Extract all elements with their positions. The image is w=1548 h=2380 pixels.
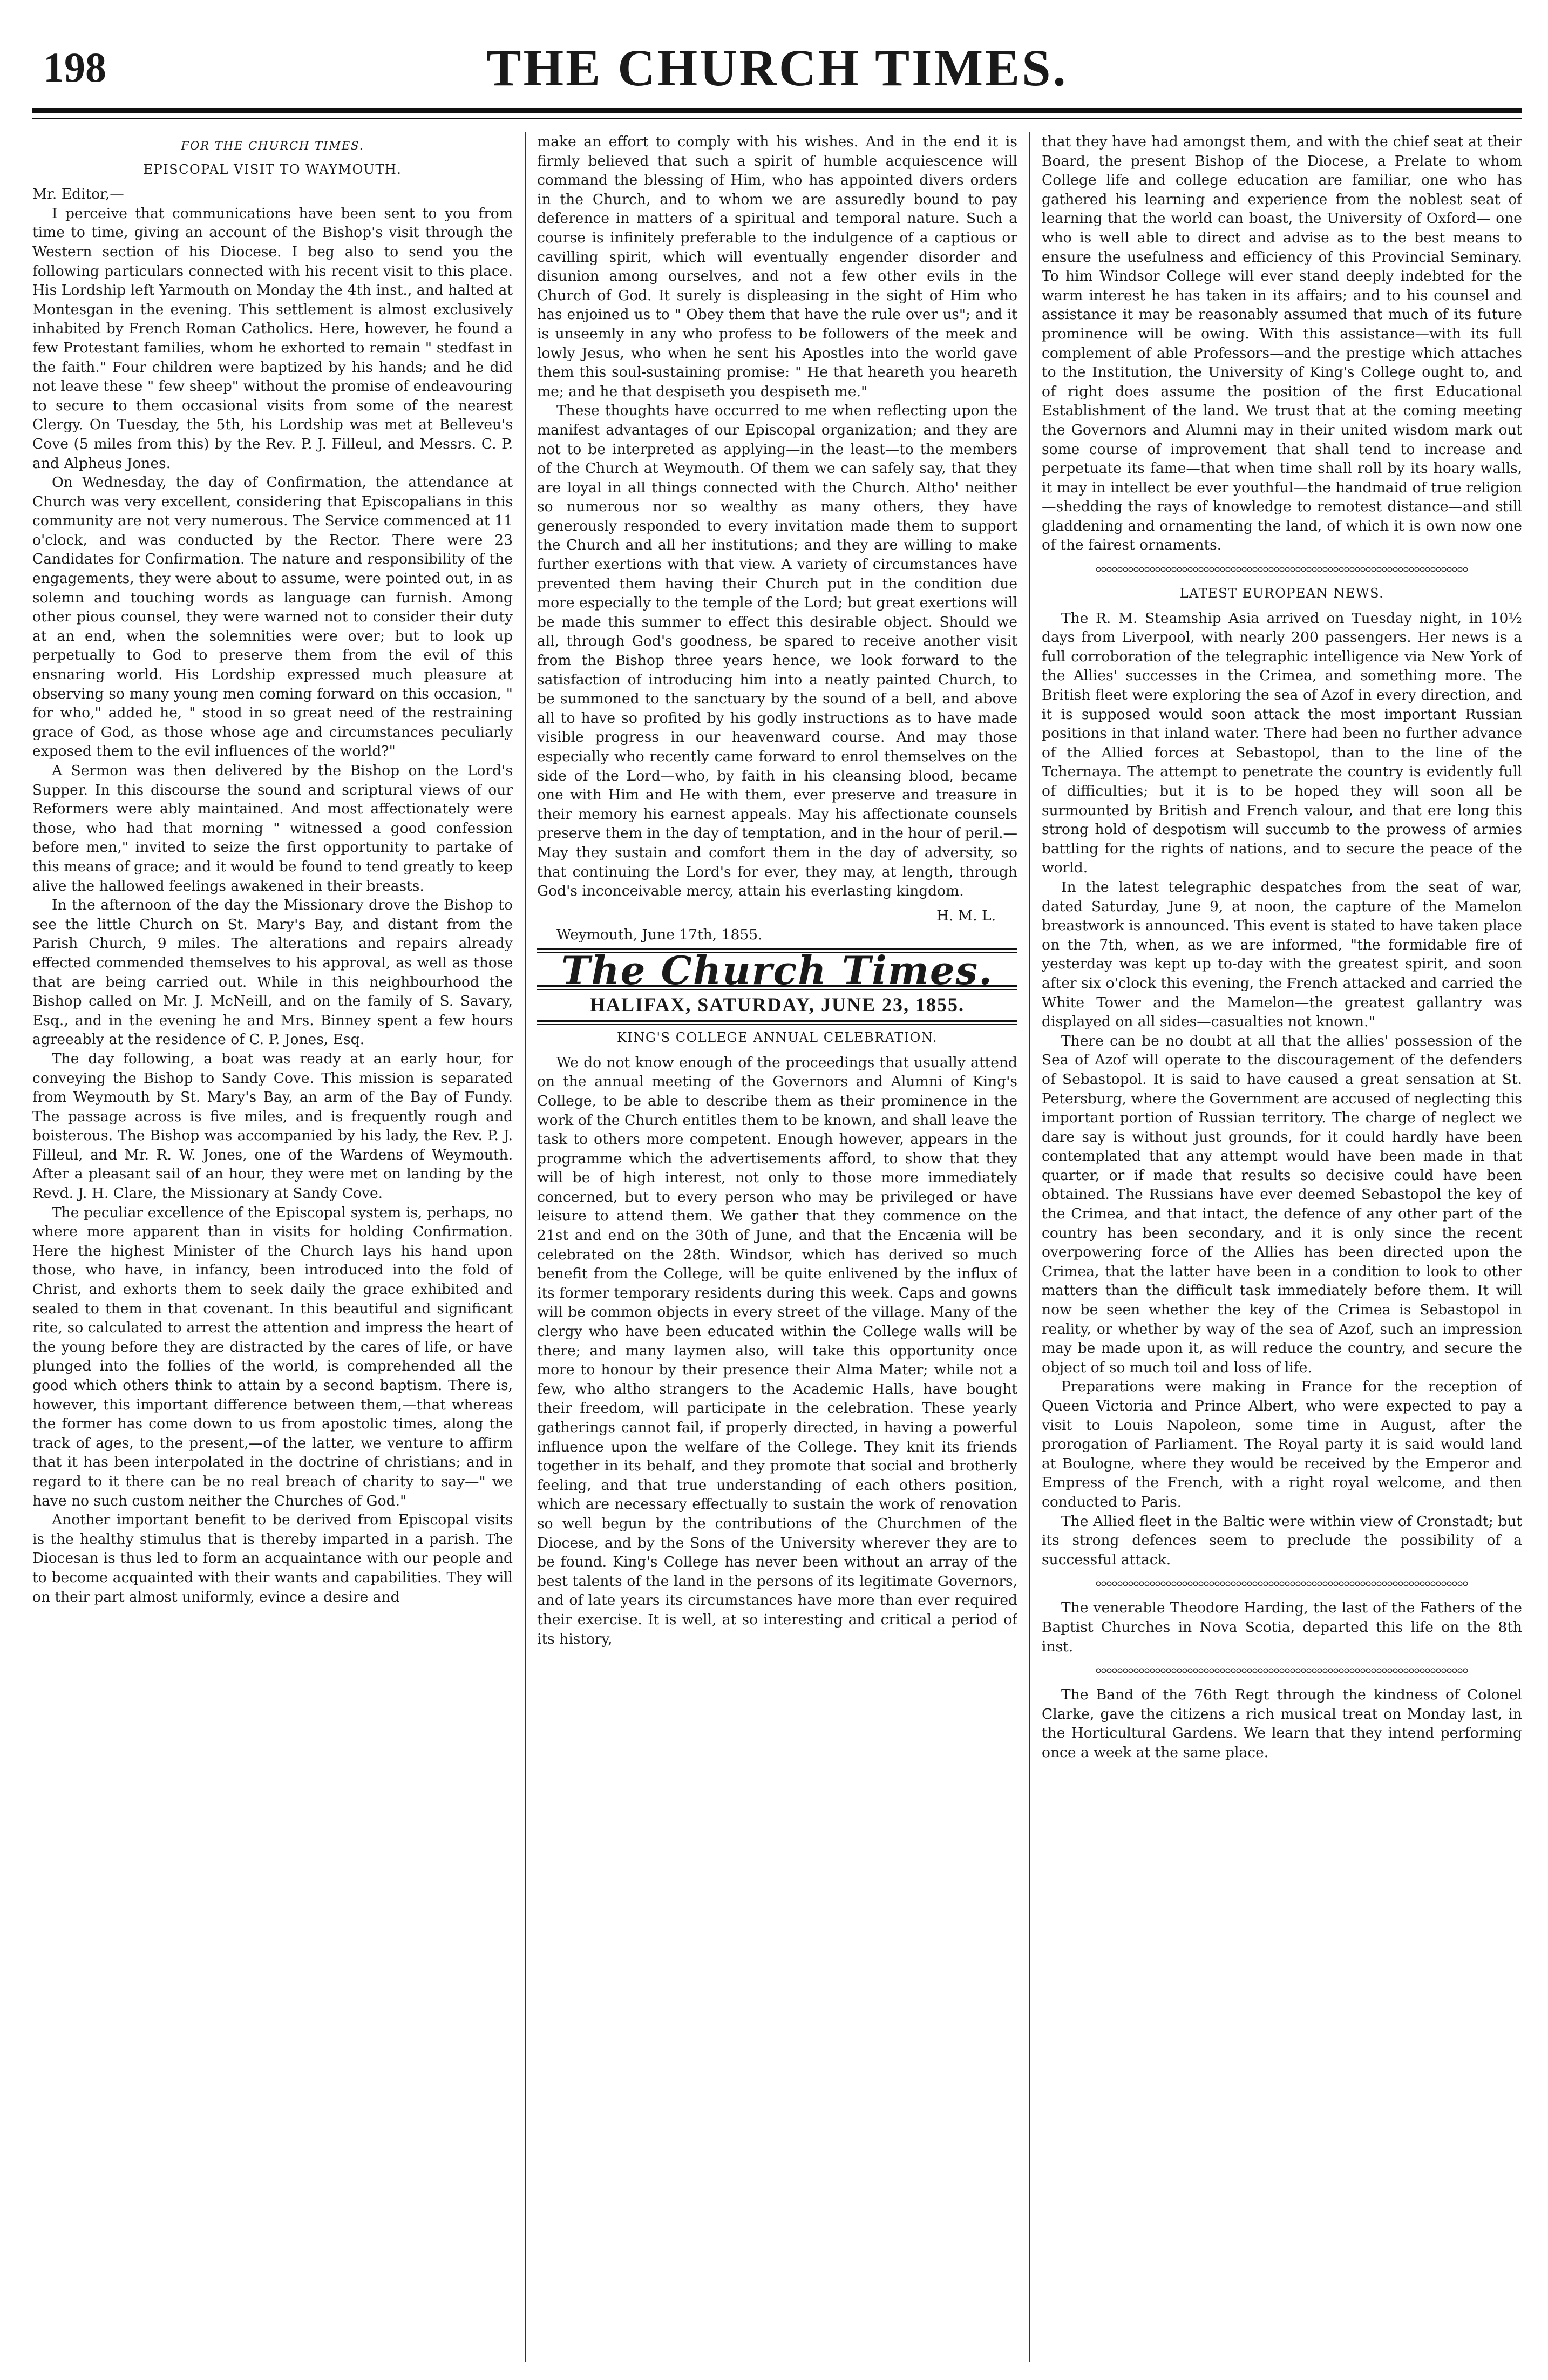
- ornamental-divider: [1096, 567, 1468, 572]
- header-rule-thick: [32, 108, 1522, 113]
- issue-line: HALIFAX, SATURDAY, JUNE 23, 1855.: [589, 993, 965, 1015]
- ornamental-divider: [1096, 1668, 1468, 1673]
- paragraph: I perceive that communications have been sent to you from time to time, giving an account of the Bishop's visit through the Western section of his Diocese. I beg also to send you the following particulars connected with his recent visit to this place. His Lordship left Yarmouth on Monday the 4th inst., and halted at Montesgan in the evening. This settlement is almost exclusively inhabited by French Roman Catholics. Here, however, he found a few Protestant families, whom he exhorted to remain " stedfast in the faith." Four children were baptized by his hands; and he did not leave these " few sheep" without the promise of endeavouring to secure to them occasional visits from some of the nearest Clergy. On Tuesday, the 5th, his Lordship was met at Belleveu's Cove (5 miles from this) by the Rev. P. J. Filleul, and Messrs. C. P. and Alpheus Jones.: [32, 205, 513, 472]
- paragraph: There can be no doubt at all that the allies' possession of the Sea of Azof will operate to the discouragement of the defenders of Sebastopol. It is said to have caused a great sensation at St. Petersburg, where the Government are accused of neglecting this important portion of Russian territory. The charge of neglect we dare say is without just grounds, for it could hardly have been contemplated that any attempt would have been made in that quarter, or if made that results so decisive could have been obtained. The Russians have ever deemed Sebastopol the key of the Crimea, and that intact, the defence of any other part of the country has been secondary, and it is only since the recent overpowering force of the Allies has been directed upon the Crimea, that the latter have been in a condition to look to other matters than the difficult task immediately before them. It will now be seen whether the key of the Crimea is Sebastopol in reality, or whether by way of the sea of Azof, such an impression may be made upon it, as will reduce the country, and secure the object of so much toil and loss of life.: [1042, 1032, 1522, 1376]
- paragraph: Preparations were making in France for the reception of Queen Victoria and Prince Albert, who were expected to pay a visit to Louis Napoleon, some time in August, after the prorogation of Parliament. The Royal party it is said would land at Boulogne, where they would be received by the Emperor and Empress of the French, with a right royal welcome, and then conducted to Paris.: [1042, 1378, 1522, 1510]
- page-header: [32, 38, 1522, 119]
- paragraph: We do not know enough of the proceedings that usually attend on the annual meeting of the Governors and Alumni of King's College, to be able to describe them as their prominence in the work of the Church entitles them to be known, and shall leave the task to others more competent. Enough however, appears in the programme which the advertisements afford, to show that they will be of high interest, not only to those more immediately concerned, but to every person who may be privileged or have leisure to attend them. We gather that they commence on the 21st and end on the 30th of June, and that the Encænia will be celebrated on the 28th. Windsor, which has derived so much benefit from the College, will be quite enlivened by the influx of its former temporary residents during this week. Caps and gowns will be common objects in every street of the village. Many of the clergy who have been educated within the College walls will be there; and many laymen also, will take this opportunity once more to honour by their presence their Alma Mater; while not a few, who altho strangers to the Academic Halls, have bought their freedom, will participate in the celebration. These yearly gatherings cannot fail, if properly directed, in having a powerful influence upon the welfare of the College. They knit its friends together in its behalf, and they promote that social and brotherly feeling, and that true understanding of each others position, which are necessary effectually to sustain the work of renovation so well begun by the contributions of the Churchmen of the Diocese, and by the Sons of the University wherever they are to be found. King's College has never been without an array of the best talents of the land in the persons of its legitimate Governors, and of late years its circumstances have more than ever required their exercise. It is well, at so interesting and critical a period of its history,: [537, 1054, 1017, 1647]
- paragraph: In the latest telegraphic despatches from the seat of war, dated Saturday, June 9, at noon, the capture of the Mamelon breastwork is announced. This event is stated to have taken place on the 7th, when, as we are informed, "the formidable fire of yesterday was kept up to-day with the greatest spirit, and soon after six o'clock this evening, the French attacked and carried the White Tower and the Mamelon—the greatest gallantry was displayed on all sides—casualties not known.": [1042, 878, 1522, 1030]
- masthead: THE CHURCH TIMES.: [486, 39, 1068, 97]
- paragraph: make an effort to comply with his wishes. And in the end it is firmly believed that such a spirit of humble acquiescence will command the blessing of Him, who has appointed divers orders in the Church, and to whom we are assuredly bound to pay deference in matters of a spiritual and temporal nature. Such a course is infinitely preferable to the indulgence of a captious or cavilling spirit, which will eventually engender disorder and disunion among ourselves, and not a few other evils in the Church of God. It surely is displeasing in the sight of Him who has enjoined us to " Obey them that have the rule over us"; and it is unseemly in any who profess to be followers of the meek and lowly Jesus, who when he sent his Apostles into the world gave them this soul-sustaining promise: " He that heareth you heareth me; and he that despiseth you despiseth me.": [537, 133, 1017, 400]
- newspaper-page: [32, 22, 1522, 2364]
- ornamental-divider: [1096, 1581, 1468, 1586]
- paragraph: On Wednesday, the day of Confirmation, the attendance at Church was very excellent, considering that Episcopalians in this community are not very numerous. The Service commenced at 11 o'clock, and was conducted by the Rector. There were 23 Candidates for Confirmation. The nature and responsibility of the engagements, they were about to assume, were pointed out, in as solemn and touching words as language can furnish. Among other pious counsel, they were warned not to consider their duty at an end, when the solemnities were over; but to look up perpetually to God to preserve them from the evil of this ensnaring world. His Lordship expressed much pleasure at observing so many young men coming forward on this occasion, " for who," added he, " stood in so great need of the restraining grace of God, as those whose age and circumstances peculiarly exposed them to the evil influences of the world?": [32, 474, 513, 760]
- paragraph: A Sermon was then delivered by the Bishop on the Lord's Supper. In this discourse the sound and scriptural views of our Reformers were ably maintained. And most affectionately were those, who had that morning " witnessed a good confession before men," invited to seize the first opportunity to partake of this means of grace; and it would be found to tend greatly to keep alive the hallowed feelings awakened in their breasts.: [32, 762, 513, 894]
- paragraph: The Band of the 76th Regt through the kindness of Colonel Clarke, gave the citizens a rich musical treat on Monday last, in the Horticultural Gardens. We learn that they intend performing once a week at the same place.: [1042, 1686, 1522, 1761]
- column-3: [1042, 132, 1522, 2362]
- section-title: KING'S COLLEGE ANNUAL CELEBRATION.: [616, 1030, 938, 1046]
- paragraph: In the afternoon of the day the Missionary drove the Bishop to see the little Church on St. Mary's Bay, and distant from the Parish Church, 9 miles. The alterations and repairs already effected commended themselves to his approval, as well as those that are being carried out. While in this neighbourhood the Bishop called on Mr. J. McNeill, and on the family of S. Savary, Esq., and in the evening he and Mrs. Binney spent a few hours agreeably at the residence of C. P. Jones, Esq.: [32, 897, 513, 1048]
- paragraph: The R. M. Steamship Asia arrived on Tuesday night, in 10½ days from Liverpool, with nearly 200 passengers. Her news is a full corroboration of the telegraphic intelligence via New York of the Allies' successes in the Crimea, and something more. The British fleet were exploring the sea of Azof in every direction, and it is supposed would soon attack the most important Russian positions in that inland water. There had been no further advance of the Allied forces at Sebastopol, than to the line of the Tchernaya. The attempt to penetrate the country is evidently full of difficulties; but it is to be hoped they will soon all be surmounted by British and French valour, and that ere long this strong hold of despotism will succumb to the prowess of armies battling for the rights of nations, and to secure the peace of the world.: [1042, 609, 1522, 877]
- article-title: EPISCOPAL VISIT TO WAYMOUTH.: [143, 161, 402, 177]
- paragraph: The Allied fleet in the Baltic were within view of Cronstadt; but its strong defences seem to preclude the possibility of a successful attack.: [1042, 1513, 1522, 1568]
- header-rule-thin: [32, 118, 1522, 119]
- salutation: Mr. Editor,—: [32, 186, 124, 203]
- for-line: FOR THE CHURCH TIMES.: [181, 139, 364, 152]
- column-divider: [525, 132, 526, 2362]
- masthead-small: The Church Times.: [561, 947, 994, 993]
- column-divider: [1029, 132, 1030, 2362]
- paragraph: The venerable Theodore Harding, the last of the Fathers of the Baptist Churches in Nova Scotia, departed this life on the 8th inst.: [1042, 1599, 1522, 1655]
- column-1: [32, 132, 513, 2362]
- paragraph: Another important benefit to be derived from Episcopal visits is the healthy stimulus that is thereby imparted in a parish. The Diocesan is thus led to form an acquaintance with our people and to become acquainted with their wants and capabilities. They will on their part almost uniformly, evince a desire and: [32, 1511, 513, 1605]
- paragraph: The day following, a boat was ready at an early hour, for conveying the Bishop to Sandy Cove. This mission is separated from Weymouth by St. Mary's Bay, an arm of the Bay of Fundy. The passage across is five miles, and is frequently rough and boisterous. The Bishop was accompanied by his lady, the Rev. P. J. Filleul, and Mr. R. W. Jones, one of the Wardens of Weymouth. After a pleasant sail of an hour, they were met on landing by the Revd. J. H. Clare, the Missionary at Sandy Cove.: [32, 1050, 513, 1202]
- dateline: Weymouth, June 17th, 1855.: [556, 926, 763, 944]
- news-title: LATEST EUROPEAN NEWS.: [1179, 586, 1384, 601]
- paragraph: These thoughts have occurred to me when reflecting upon the manifest advantages of our Episcopal organization; and they are not to be interpreted as applying—in the least—to the members of the Church at Weymouth. Of them we can safely say, that they are loyal in all things connected with the Church. Altho' neither so numerous nor so wealthy as many others, they have generously responded to every invitation made them to support the Church and all her institutions; and they are willing to make further exertions with that view. A variety of circumstances have prevented them having their Church put in the condition due more especially to the temple of the Lord; but great exertions will be made this summer to effect this desirable object. Should we all, through God's goodness, be spared to receive another visit from the Bishop three years hence, we look forward to the satisfaction of introducing him into a neatly painted Church, to be summoned to the sanctuary by the sound of a bell, and above all to have so profited by his godly instructions as to have made visible progress in our heavenward course. And may those especially who recently came forward to enrol themselves on the side of the Lord—who, by faith in his cleansing blood, became one with Him and He with them, ever preserve and treasure in their memory his earnest appeals. May his affectionate counsels preserve them in the day of temptation, and in the hour of peril.— May they sustain and comfort them in the day of adversity, so that continuing the Lord's for ever, they may, at length, through God's inconceivable mercy, attain his everlasting kingdom.: [537, 402, 1017, 900]
- column-2: [537, 132, 1017, 2362]
- section-rule: [537, 1020, 1017, 1025]
- columns: [32, 132, 1522, 2362]
- paragraph: The peculiar excellence of the Episcopal system is, perhaps, no where more apparent than in visits for holding Confirmation. Here the highest Minister of the Church lays his hand upon those, who have, in infancy, been introduced into the fold of Christ, and exhorts them to seek daily the grace exhibited and sealed to them in that covenant. In this beautiful and significant rite, so calculated to arrest the attention and impress the heart of the young before they are distracted by the cares of life, or have plunged into the follies of the world, is comprehended all the good which others think to attain by a second baptism. There is, however, this important difference between them,—that whereas the former has come down to us from apostolic times, along the track of ages, to the present,—of the latter, we venture to affirm that it has been interpolated in the doctrine of christians; and in regard to it there can be no real breach of charity to say—" we have no such custom neither the Churches of God.": [32, 1204, 513, 1509]
- paragraph: that they have had amongst them, and with the chief seat at their Board, the present Bishop of the Diocese, a Prelate to whom College life and college education are familiar, one who has gathered his learning and experience from the noblest seat of learning that the world can boast, the University of Oxford— one who is well able to direct and advise as to the best means to ensure the usefulness and efficiency of this Provincial Seminary. To him Windsor College will ever stand deeply indebted for the warm interest he has taken in its affairs; and to his counsel and assistance it may be reasonably assumed that much of its future prominence will be owing. With this assistance—with its full complement of able Professors—and the prestige which attaches to the Institution, the University of King's College ought to, and of right does assume the position of the first Educational Establishment of the land. We trust that at the coming meeting the Governors and Alumni may in their united wisdom mark out some course of improvement that shall tend to increase and perpetuate its fame—that when time shall roll by its hoary walls, it may in intellect be ever youthful—the handmaid of true religion—shedding the rays of knowledge to remotest distance—and still gladdening and ornamenting the land, of which it is own now one of the fairest ornaments.: [1042, 133, 1522, 554]
- page-number: 198: [43, 44, 106, 91]
- signature: H. M. L.: [936, 907, 996, 924]
